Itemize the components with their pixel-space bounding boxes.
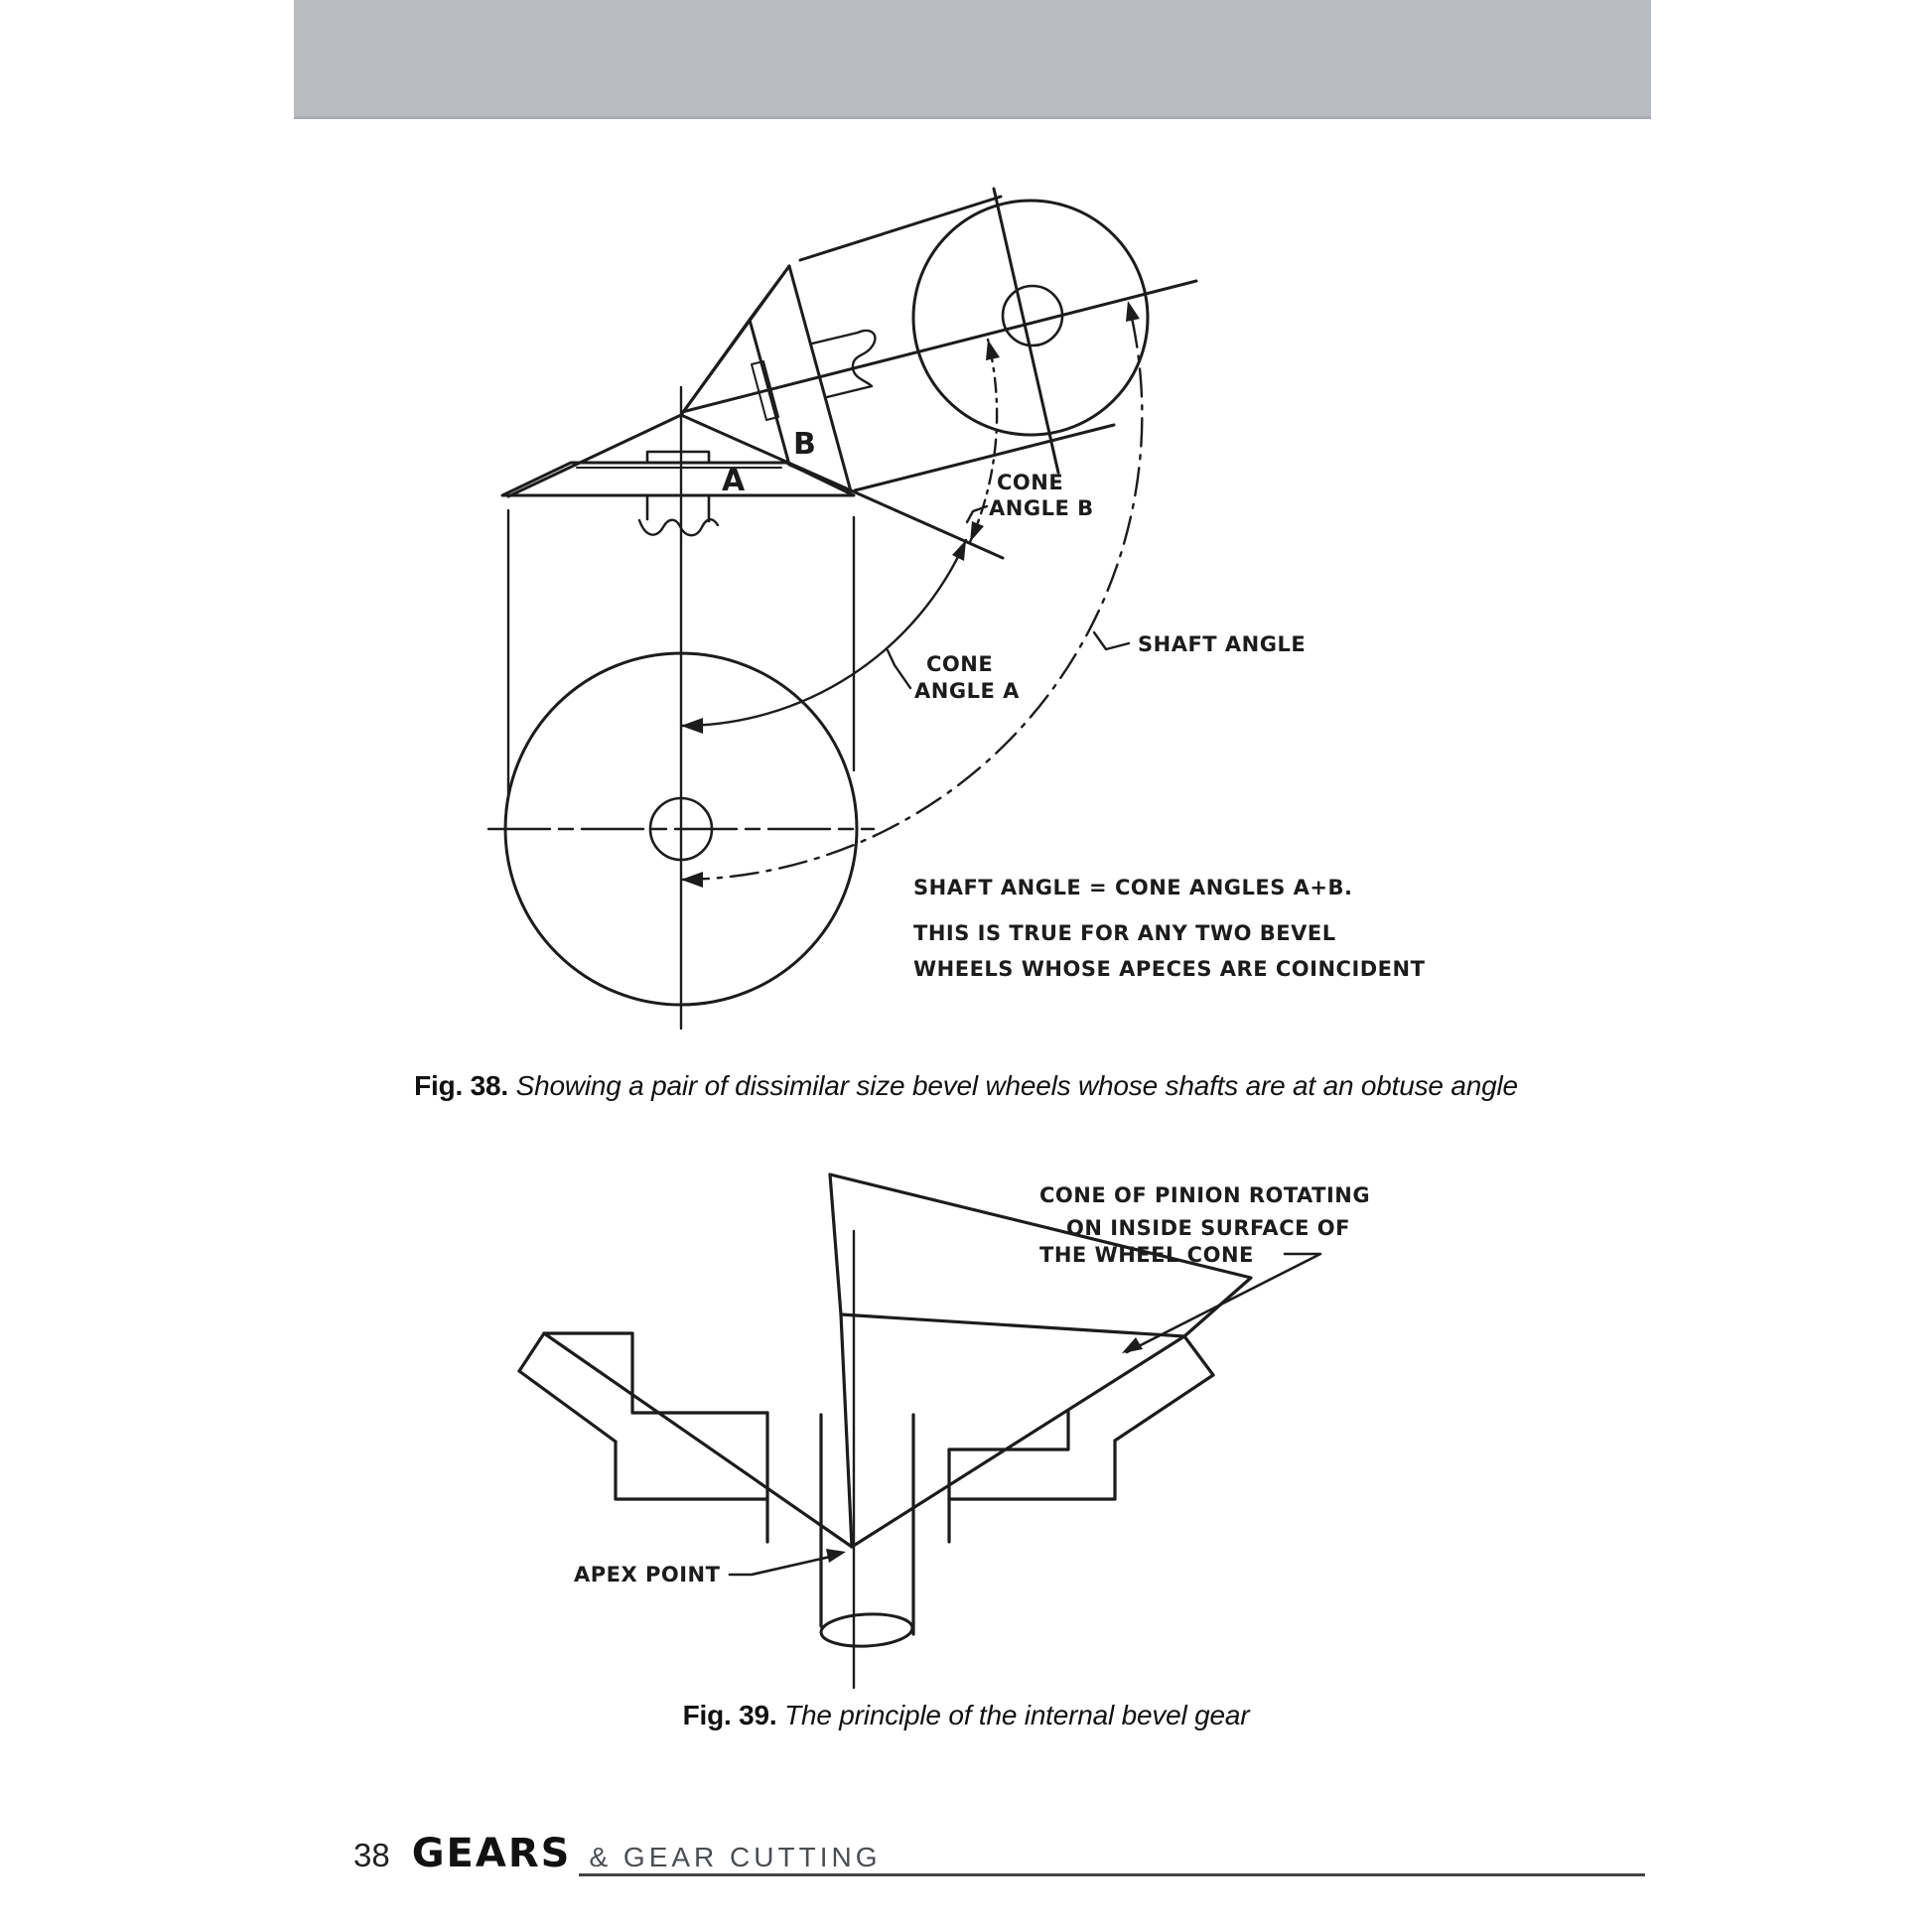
arrowhead <box>1122 1337 1143 1353</box>
fig38-arrowheads <box>681 301 1140 888</box>
wheel-right-outer-slant <box>1115 1375 1213 1441</box>
wheel-left-step <box>616 1442 767 1499</box>
fig38-caption-label: Fig. 38. <box>414 1070 508 1101</box>
cone-angle-a-label-line2: ANGLE A <box>914 679 1020 703</box>
fig38-angle-arcs <box>681 301 1142 880</box>
pinion-cone-line-left <box>841 1314 852 1547</box>
fig39-caption <box>0 1700 1932 1731</box>
arrowhead <box>1126 301 1140 322</box>
fig39-apex-lines <box>544 1314 1184 1547</box>
page-number: 38 <box>353 1837 390 1873</box>
shaft-end-ellipse <box>820 1612 913 1649</box>
wheel-right-inner-step <box>949 1412 1068 1449</box>
wheel-cone-line-left <box>544 1333 852 1547</box>
fig38-note-line2: THIS IS TRUE FOR ANY TWO BEVEL <box>913 921 1336 945</box>
fig39-wheel-section <box>519 1333 1213 1542</box>
shaft-angle-label: SHAFT ANGLE <box>1138 632 1307 656</box>
wheel-b-face-circle <box>913 201 1148 435</box>
arrowhead <box>952 540 966 561</box>
fig38-cone-a-lines <box>508 415 1003 558</box>
cone-angle-b-leader <box>967 506 987 522</box>
wheel-a-shaft-break-squiggle <box>639 519 718 535</box>
arrowhead <box>681 718 703 734</box>
wheel-b-letter: B <box>793 427 817 462</box>
pinion-note-line2: ON INSIDE SURFACE OF <box>1066 1216 1350 1240</box>
wheel-b-hub-circle <box>1003 286 1062 345</box>
fig38-note-line3: WHEELS WHOSE APECES ARE COINCIDENT <box>913 957 1426 981</box>
fig39-caption-label: Fig. 39. <box>682 1700 777 1730</box>
wheel-left-inner-step <box>632 1333 767 1413</box>
fig38-wheel-a <box>488 387 874 1029</box>
fig38-leader-lines <box>888 506 1129 688</box>
fig39-drawing <box>457 1152 1449 1698</box>
fig38-wheel-b <box>681 189 1196 491</box>
wheel-a-letter: A <box>722 464 746 498</box>
wheel-a-shaft-stub <box>647 495 709 521</box>
shaft-angle-leader <box>1094 632 1129 649</box>
pinion-note-line1: CONE OF PINION ROTATING <box>1039 1183 1371 1207</box>
fig38-caption-text: Showing a pair of dissimilar size bevel wheels whose shafts are at an obtuse angle <box>515 1070 1518 1101</box>
wheel-cone-line-right <box>852 1336 1184 1547</box>
arrowhead <box>970 521 984 542</box>
cone-b-edge-2 <box>681 320 750 415</box>
fig38-note-line1: SHAFT ANGLE = CONE ANGLES A+B. <box>913 876 1353 899</box>
wheel-b-bottom-silhouette <box>855 425 1114 490</box>
fig38-drawing <box>407 149 1499 1042</box>
pinion-note-line3: THE WHEEL CONE <box>1039 1243 1254 1267</box>
cone-angle-a-label-line1: CONE <box>926 652 994 676</box>
header-gray-bar <box>294 0 1651 119</box>
fig39-shaft <box>820 1231 913 1688</box>
apex-point-label: APEX POINT <box>574 1563 721 1587</box>
book-subtitle: & GEAR CUTTING <box>589 1842 882 1872</box>
fig39-leader-lines <box>730 1254 1320 1575</box>
cone-angle-a-leader <box>888 650 910 688</box>
wheel-left-end-face <box>519 1333 544 1371</box>
wheel-left-outer-slant <box>519 1371 616 1442</box>
arrowhead <box>826 1549 846 1563</box>
wheel-cone-leader <box>1127 1254 1320 1352</box>
fig39-labels <box>574 1183 1370 1587</box>
book-title: GEARS <box>411 1831 572 1876</box>
shaft-angle-arc <box>681 301 1142 880</box>
cone-a-left-edge <box>508 415 681 496</box>
cone-angle-b-label-line1: CONE <box>997 471 1064 494</box>
wheel-b-top-silhouette <box>800 197 1001 260</box>
arrowhead <box>681 872 703 888</box>
wheel-a-boss <box>647 452 709 463</box>
fig38-caption <box>0 1070 1932 1102</box>
wheel-right-end-face <box>1184 1336 1213 1375</box>
cone-angle-b-label-line2: ANGLE B <box>989 496 1094 520</box>
arrowhead <box>986 340 1000 360</box>
fig38-labels <box>722 427 1426 981</box>
fig39-caption-text: The principle of the internal bevel gear <box>784 1700 1250 1730</box>
footer-rule <box>579 1873 1645 1876</box>
